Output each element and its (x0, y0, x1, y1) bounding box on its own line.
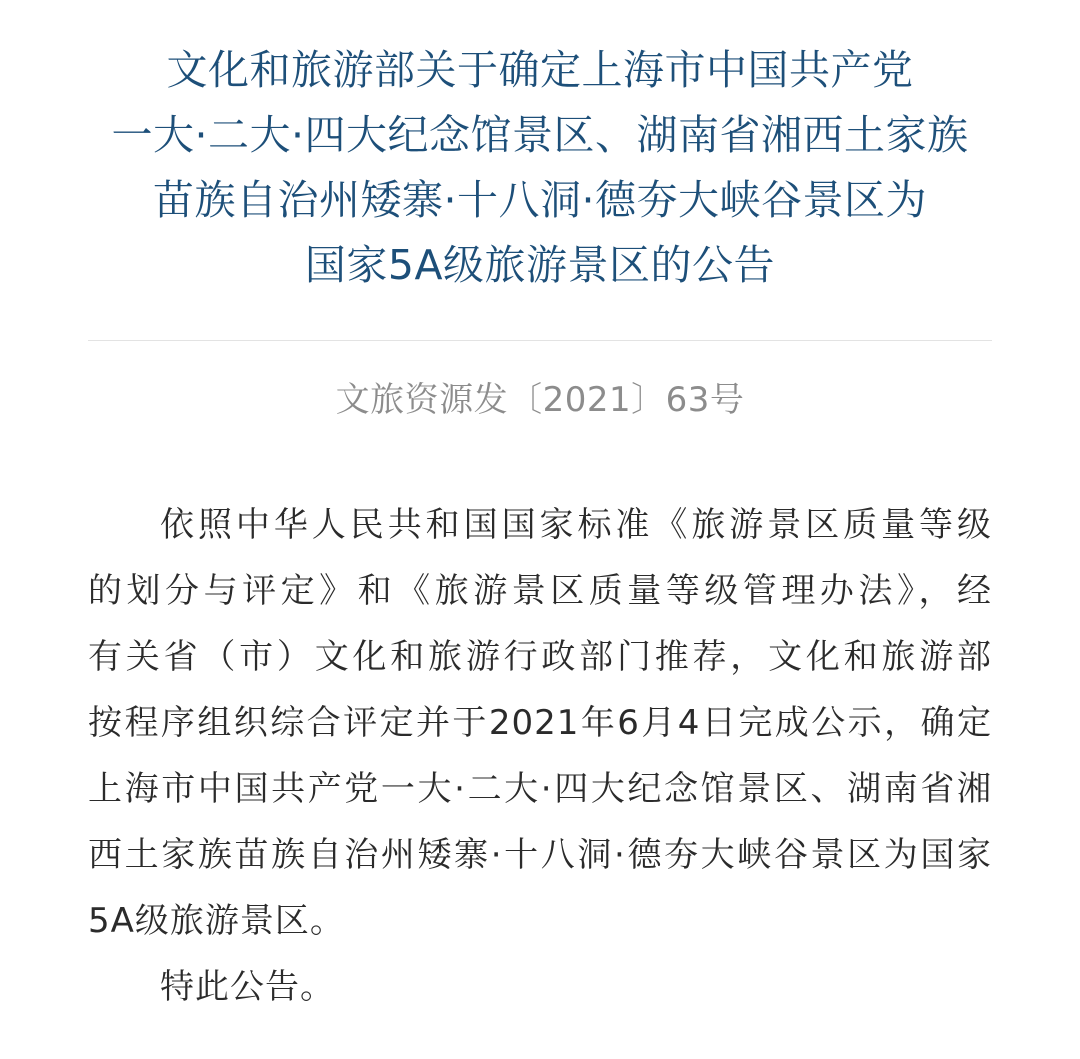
title-divider (88, 340, 992, 341)
title-line-2: 一大·二大·四大纪念馆景区、湖南省湘西土家族 (111, 111, 969, 159)
body-line-2: 的划分与评定》和《旅游景区质量等级管理办法》，经 (88, 571, 992, 611)
body-line-5: 上海市中国共产党一大·二大·四大纪念馆景区、湖南省湘 (88, 769, 992, 809)
title-line-1: 文化和旅游部关于确定上海市中国共产党 (166, 46, 914, 94)
title-line-3: 苗族自治州矮寨·十八洞·德夯大峡谷景区为 (152, 176, 928, 224)
closing-statement: 特此公告。 (160, 967, 335, 1007)
body-line-6: 西土家族苗族自治州矮寨·十八洞·德夯大峡谷景区为国家 (88, 835, 992, 875)
body-line-3: 有关省（市）文化和旅游行政部门推荐，文化和旅游部 (88, 637, 992, 677)
announcement-title (40, 38, 1040, 298)
announcement-body (88, 492, 992, 1020)
body-line-4: 按程序组织综合评定并于2021年6月4日完成公示，确定 (88, 703, 992, 743)
body-line-1: 依照中华人民共和国国家标准《旅游景区质量等级 (160, 505, 992, 545)
title-line-4: 国家5A级旅游景区的公告 (304, 241, 776, 289)
body-line-7: 5A级旅游景区。 (88, 901, 345, 941)
document-number: 文旅资源发〔2021〕63号 (335, 380, 745, 420)
